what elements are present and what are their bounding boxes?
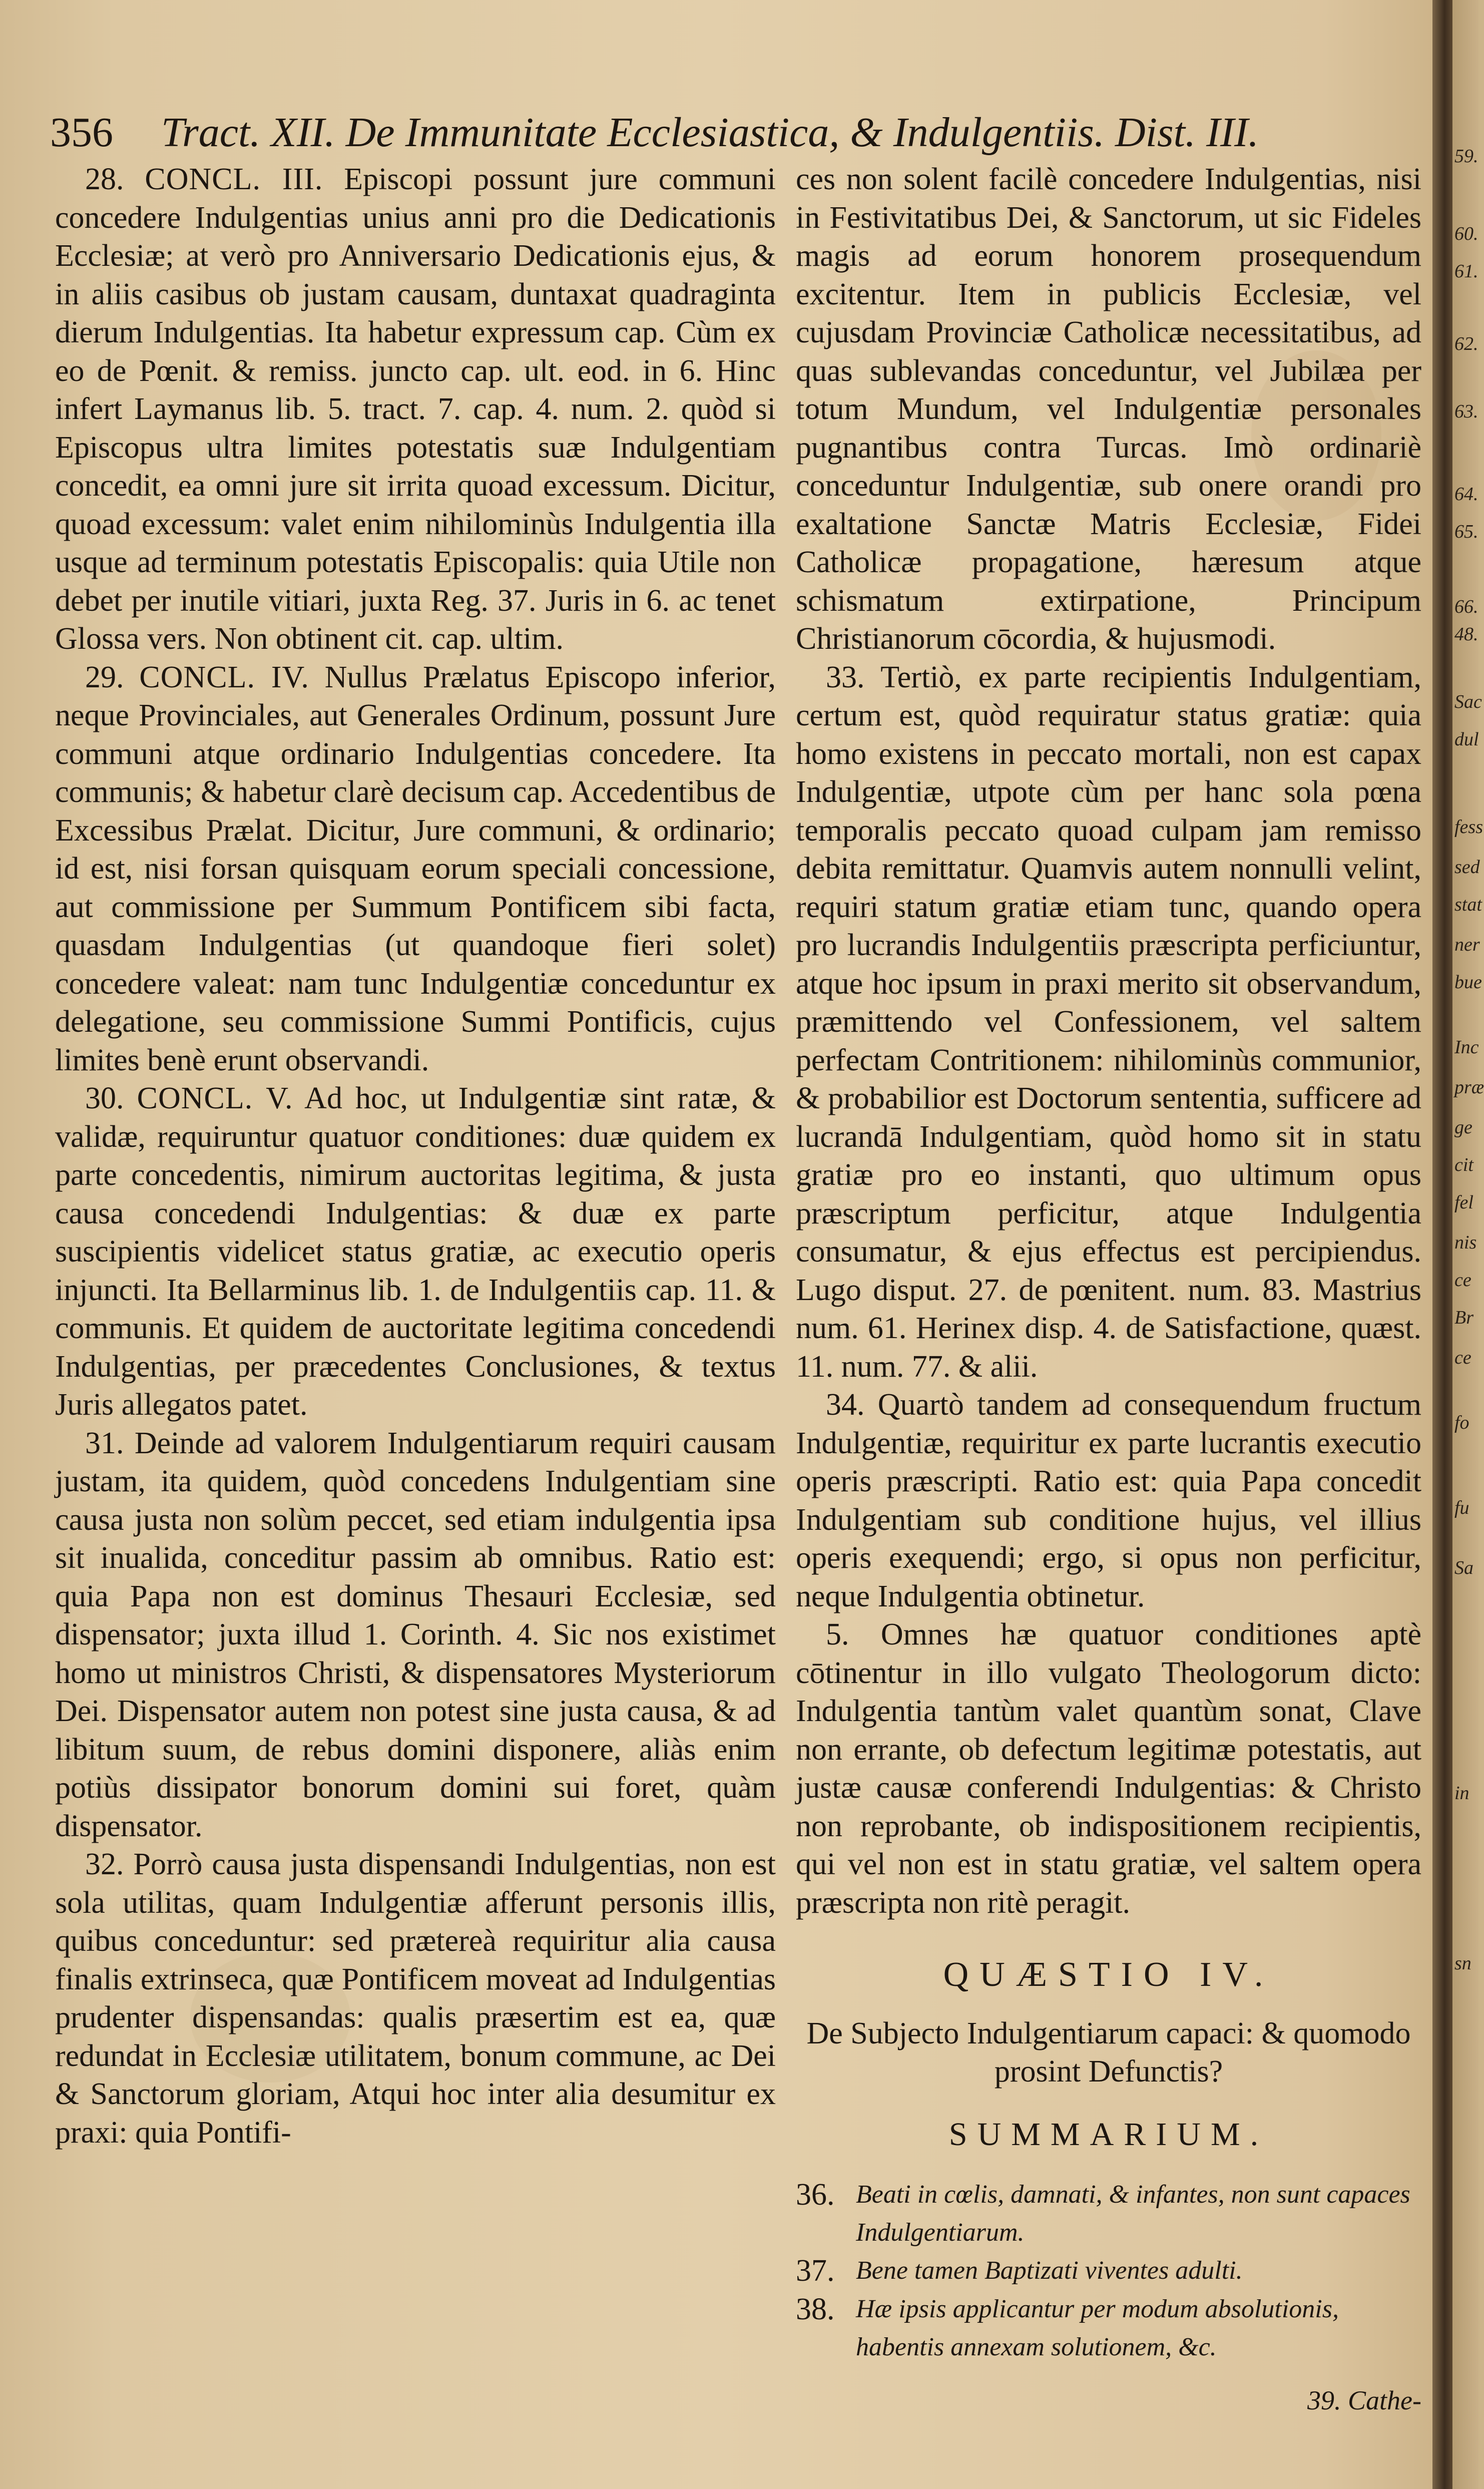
summary-item-number: 36. <box>796 2178 835 2212</box>
paragraph-31 <box>55 1424 776 1846</box>
paragraph-number: 5. <box>826 1617 849 1651</box>
book-gutter <box>1432 0 1452 2489</box>
summary-item-text: Beati in cœlis, damnati, & infantes, non sunt capaces Indulgentiarum. <box>856 2180 1410 2247</box>
page-number: 356 <box>50 109 113 156</box>
paragraph-number: 32. <box>85 1847 124 1881</box>
facing-page-fragment: dul <box>1454 729 1479 750</box>
facing-page-fragment: Sac <box>1454 691 1482 712</box>
facing-page-fragment: bue <box>1454 972 1482 993</box>
paragraph-text: Porrò causa justa dispensandi Indulgentias, non est sola utilitas, quam Indulgentiæ afferunt personis illis, quibus conceduntur: sed prætereà requiritur alia causa finalis extrinseca, quæ Pontificem moveat ad Indulgentias prudenter dispensandas: qualis præsertim est ea, quæ redundat in Ecclesiæ utilitatem, bonum commune, ac Dei & Sanctorum gloriam, Atqui hoc inter alia desumitur ex praxi: quia Pontifi- <box>55 1847 776 2150</box>
facing-page-fragment: præ <box>1454 1077 1484 1098</box>
summary-item-number: 37. <box>796 2254 835 2288</box>
facing-page-fragment: Sa <box>1454 1557 1473 1578</box>
paragraph-text: Deinde ad valorem Indulgentiarum requiri causam justam, ita quidem, quòd concedens Indulgentiam sine causa justa non solùm peccet, sed etiam indulgentia ipsa sit inualida, conceditur passim ab omnibus. Ratio est: quia Papa non est dominus Thesauri Ecclesiæ, sed dispensator; juxta illud 1. Corinth. 4. Sic nos existimet homo ut ministros Christi, & dispensatores Mysteriorum Dei. Dispensator autem non potest sine justa causa, & ad libitum suum, de rebus domini disponere, aliàs enim potiùs dissipator bonorum domini sui foret, quàm dispensator. <box>55 1426 776 1843</box>
facing-page-fragment: sn <box>1454 1953 1471 1974</box>
paragraph-text: Ad hoc, ut Indulgentiæ sint ratæ, & validæ, requiruntur quatuor conditiones: duæ quidem ex parte concedentis, nimirum auctoritas legitima, & justa causa concedendi Indulgentias: & duæ ex parte suscipientis videlicet status gratiæ, ac executio operis injuncti. Ita Bellarminus lib. 1. de Indulgentiis cap. 11. & communis. Et quidem de auctoritate legitima concedendi Indulgentias, per præcedentes Conclusiones, & textus Juris allegatos patet. <box>55 1081 776 1422</box>
paragraph-text: Tertiò, ex parte recipientis Indulgentiam, certum est, quòd requiratur status gratiæ: quia homo existens in peccato mortali, non est capax Indulgentiæ, utpote cùm per hanc sola pœna temporalis peccato quoad culpam jam remisso debita remittatur. Quamvis autem nonnulli velint, requiri statum gratiæ etiam tunc, quando opera pro lucrandis Indulgentiis præscripta perficiuntur, atque hoc ipsum in praxi merito sit observandum, præmittendo vel Confessionem, vel saltem perfectam Contritionem: nihilominùs communior, & probabilior est Doctorum sententia, sufficere ad lucrandā Indulgentiam, quòd homo sit in statu gratiæ pro eo instanti, quo ultimum opus præscriptum perficitur, atque Indulgentia consumatur, & ejus effectus est percipiendus. Lugo disput. 27. de pœnitent. num. 83. Mastrius num. 61. Herinex disp. 4. de Satisfactione, quæst. 11. num. 77. & alii. <box>796 660 1422 1384</box>
facing-page-fragment: stat <box>1454 894 1482 915</box>
facing-page-fragment: 60. <box>1454 223 1478 244</box>
facing-page-fragment: ce <box>1454 1270 1471 1291</box>
facing-page-edge <box>1452 0 1484 2489</box>
paragraph-29 <box>55 658 776 1080</box>
question-title: QUÆSTIO IV. <box>943 1955 1274 1994</box>
summary-item <box>796 2252 1421 2290</box>
paragraph-number: 28. <box>85 162 124 196</box>
facing-page-fragment: 66. <box>1454 596 1478 617</box>
paragraph-text: Nullus Prælatus Episcopo inferior, neque Provinciales, aut Generales Ordinum, possunt Jure communi atque ordinario Indulgentias concedere. Ita communis; & habetur clarè decisum cap. Accedentibus de Excessibus Prælat. Dicitur, Jure communi, & ordinario; id est, nisi forsan quisquam eorum speciali concessione, aut commissione per Summum Pontificem sibi facta, quasdam Indulgentias (ut quandoque fieri solet) concedere valeat: nam tunc Indulgentiæ conceduntur ex delegatione, seu commissione Summi Pontificis, cujus limites benè erunt observandi. <box>55 660 776 1077</box>
paragraph-text: Episcopi possunt jure communi concedere Indulgentias unius anni pro die Dedicationis Ecclesiæ; at verò pro Anniversario Dedicationis ejus, & in aliis casibus ob justam causam, duntaxat quadraginta dierum Indulgentias. Ita habetur expressum cap. Cùm ex eo de Pœnit. & remiss. juncto cap. ult. eod. in 6. Hinc infert Laymanus lib. 5. tract. 7. cap. 4. num. 2. quòd si Episcopus ultra limites potestatis suæ Indulgentiam concedit, ea omni jure sit irrita quoad excessum. Dicitur, quoad excessum: valet enim nihilominùs Indulgentia illa usque ad terminum potestatis Episcopalis: quia Utile non debet per inutile vitiari, juxta Reg. 37. Juris in 6. ac tenet Glossa vers. Non obtinent cit. cap. ultim. <box>55 162 776 656</box>
facing-page-fragment: fel <box>1454 1192 1473 1213</box>
paragraph-text: Omnes hæ quatuor conditiones aptè cōtinentur in illo vulgato Theologorum dicto: Indulgentia tantùm valet quantùm sonat, Clave non errante, ob defectum legitimæ potestatis, aut justæ causæ conferendi Indulgentias: & Christo non reprobante, ob indispositionem recipientis, qui vel non est in statu gratiæ, vel saltem opera præscripta non ritè peragit. <box>796 1617 1422 1920</box>
facing-page-fragment: ce <box>1454 1347 1471 1368</box>
summary-item-text: Bene tamen Baptizati viventes adulti. <box>856 2256 1243 2285</box>
summary-title: SUMMARIUM. <box>948 2116 1269 2153</box>
facing-page-fragment: fess <box>1454 816 1483 838</box>
facing-page-fragment: 48. <box>1454 624 1478 645</box>
paragraph-34 <box>796 1386 1421 1615</box>
facing-page-fragment: fu <box>1454 1497 1469 1518</box>
facing-page-fragment: 64. <box>1454 484 1478 505</box>
conclusion-label: CONCL. V. <box>137 1081 293 1115</box>
facing-page-fragment: Br <box>1454 1307 1473 1328</box>
facing-page-fragment: 63. <box>1454 401 1478 422</box>
facing-page-fragment: in <box>1454 1783 1469 1804</box>
facing-page-fragment: nis <box>1454 1232 1477 1253</box>
paragraph-35 <box>796 1615 1421 1922</box>
paragraph-number: 34. <box>826 1388 865 1422</box>
facing-page-fragment: Inc <box>1454 1037 1479 1058</box>
facing-page-fragment: 65. <box>1454 521 1478 542</box>
summary-item-number: 38. <box>796 2292 835 2326</box>
paragraph-number: 29. <box>85 660 124 694</box>
facing-page-fragment: ner <box>1454 934 1480 955</box>
conclusion-label: CONCL. III. <box>145 162 323 196</box>
conclusion-label: CONCL. IV. <box>139 660 309 694</box>
facing-page-fragment: ge <box>1454 1117 1472 1138</box>
facing-page-fragment: 59. <box>1454 146 1478 167</box>
facing-page-fragment: sed <box>1454 857 1480 878</box>
question-subtitle: De Subjecto Indulgentiarum capaci: & quomodo prosint Defunctis? <box>806 2016 1411 2089</box>
facing-page-fragment: 61. <box>1454 261 1478 282</box>
facing-page-fragment: 62. <box>1454 333 1478 354</box>
facing-page-fragment: fo <box>1454 1412 1469 1433</box>
catchword: 39. Cathe- <box>1307 2385 1421 2415</box>
summary-item <box>796 2176 1421 2252</box>
summary-item-text: Hæ ipsis applicantur per modum absolutionis, habentis annexam solutionem, &c. <box>856 2294 1339 2361</box>
paragraph-33 <box>796 658 1421 1386</box>
running-head <box>50 108 1351 158</box>
paragraph-30 <box>55 1079 776 1424</box>
paragraph-number: 30. <box>85 1081 124 1115</box>
paragraph-28 <box>55 160 776 658</box>
paragraph-number: 33. <box>826 660 865 694</box>
running-head-title: Tract. XII. De Immunitate Ecclesiastica, & Indulgentiis. Dist. III. <box>161 109 1259 156</box>
paragraph-text: Quartò tandem ad consequendum fructum Indulgentiæ, requiritur ex parte lucrantis executio operis præscripti. Ratio est: quia Papa concedit Indulgentiam sub conditione hujus, vel illius operis exequendi; ergo, si opus non perficitur, neque Indulgentia obtinetur. <box>796 1388 1422 1613</box>
paragraph-number: 31. <box>85 1426 124 1460</box>
paragraph-continuation: ces non solent facilè concedere Indulgentias, nisi in Festivitatibus Dei, & Sanctorum, ut sic Fideles magis ad eorum honorem prosequendum excitentur. Item in publicis Ecclesiæ, vel cujusdam Provinciæ Catholicæ necessitatibus, ad quas sublevandas conceduntur, vel Jubilæa per totum Mundum, vel Indulgentiæ personales pugnantibus contra Turcas. Imò ordinariè conceduntur Indulgentiæ, sub onere orandi pro exaltatione Sanctæ Matris Ecclesiæ, Fidei Catholicæ propagatione, hæresum atque schismatum extirpatione, Principum Christianorum cōcordia, & hujusmodi. <box>796 162 1421 656</box>
summary-item <box>796 2290 1421 2366</box>
facing-page-fragment: cit <box>1454 1154 1473 1175</box>
right-column <box>796 160 1421 2446</box>
left-column <box>55 160 776 2152</box>
paragraph-32 <box>55 1845 776 2152</box>
